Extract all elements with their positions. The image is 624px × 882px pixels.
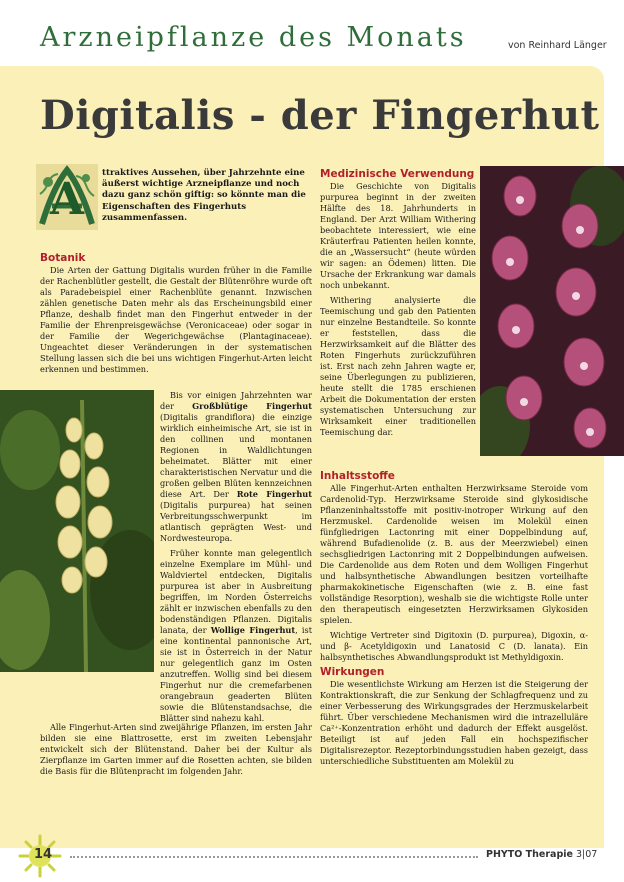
med-paragraph-1: Die Geschichte von Digitalis purpurea beginnt in der zweiten Hälfte des 18. Jahrhunderts in England. Der Arzt William Withering beobachtete interessiert, wie eine Kräuterfrau Patienten heilen konnte, die an „Wassersucht“ (heute würden wir sagen: an Ödemen) litten. Die Ursache der Erkrankung war damals noch unbekannt.: [320, 181, 476, 290]
left-column-narrow: [160, 390, 312, 728]
inhaltsstoffe-paragraph-1: Alle Fingerhut-Arten enthalten Herzwirksame Steroide vom Cardenolid-Typ. Herzwirksame Steroide sind glykosidische Pflanzeninhaltsstoffe mit positiv-inotroper Wirkung auf den Herzmuskel. Cardenolide weisen im Molekül einen fünfgliedrigen Lactonring mit einer Doppelbindung auf, während Bufadienolide (z. B. aus der Meerzwiebel) einen sechsgliedrigen Lactonring mit 2 Doppelbindungen aufweisen. Die Cardenolide aus dem Roten und dem Wolligen Fingerhut und halbsynthetische Abwandlungen besitzen vorteilhafte pharmakokinetische Eigenschaften (wie z. B. eine fast vollständige Resorption), weshalb sie die wichtigste Rolle unter den therapeutisch eingesetzten Herzwirksamen Glykosiden spielen.: [320, 483, 588, 625]
left-column-top: [40, 250, 312, 379]
article-title: Digitalis - der Fingerhut: [40, 92, 600, 139]
right-column-top: [320, 166, 476, 442]
med-paragraph-2: Withering analysierte die Teemischung und gab den Patienten nur einzelne Bestandteile. So konnte er feststellen, dass die Herzwirksamkeit auf die Blätter des Roten Fingerhuts zurückzuführen ist. Erst nach zehn Jahren wagte er, seine Überlegungen zu publizieren, heute stellt die 1785 erschienen Arbeit die Dokumentation der ersten systematischen Untersuchung zur Wirksamkeit einer traditionellen Teemischung dar.: [320, 295, 476, 437]
botanik-paragraph-1: Die Arten der Gattung Digitalis wurden früher in die Familie der Rachenblütler gestellt, die Gestalt der Blütenröhre wurde oft als Paradebeispiel einer Rachenblüte genannt. Inzwischen zählen genetische Daten mehr als das Erscheinungsbild einer Pflanze, deshalb findet man den Fingerhut entweder in der Familie der Ehrenpreisgewächse (Veronicaceae) oder sogar in der Familie der Wegerichgewächse (Plantaginaceae). Ungeachtet dieser Veränderungen in der systematischen Stellung lassen sich die bei uns wichtigen Fingerhut-Arten leicht erkennen und bestimmen.: [40, 265, 312, 374]
botanik-paragraph-4: Alle Fingerhut-Arten sind zweijährige Pflanzen, im ersten Jahr bilden sie eine Blattrosette, erst im zweiten Lebensjahr entwickelt sich der Blütenstand. Daher bei der Kultur als Zierpflanze im Garten immer auf die Rosetten achten, sie bilden die Basis für die Blütenpracht im folgenden Jahr.: [40, 722, 312, 776]
wirkungen-paragraph-1: Die wesentlichste Wirkung am Herzen ist die Steigerung der Kontraktionskraft, die zur Senkung der Schlagfrequenz und zu einer Verbesserung des Wirkungsgrades der Herzmuskelarbeit führt. Über verschiedene Mechanismen wird die intrazelluläre Ca²⁺-Konzentration erhöht und dadurch der Effekt ausgelöst. Beteiligt ist auf jeden Fall ein hochspezifischer Digitalisrezeptor. Rezeptorbindungsstudien haben gezeigt, dass unterschiedliche Substituenten am Molekül zu: [320, 679, 588, 766]
heading-wirkungen: Wirkungen: [320, 666, 385, 678]
yellow-foxglove-photo: [0, 390, 154, 672]
lead-text: ttraktives Aussehen, über Jahrzehnte eine äußerst wichtige Arzneipflanze und noch dazu ganz schön giftig: so könnte man die Eigenschaften des Fingerhuts zusammenfassen.: [102, 168, 306, 223]
dropcap-letter: A: [49, 174, 85, 225]
purple-foxglove-photo: [480, 166, 624, 456]
footer-dotted-rule: [70, 856, 478, 860]
magazine-issue: PHYTO Therapie 3|07: [486, 849, 598, 860]
heading-inhaltsstoffe: Inhaltsstoffe: [320, 470, 395, 482]
dropcap-ornament: [36, 164, 98, 230]
header-bar: [0, 0, 624, 68]
heading-medizinische-verwendung: Medizinische Verwendung: [320, 168, 475, 180]
page-number: 14: [34, 847, 53, 862]
left-column-bottom: [40, 722, 312, 781]
botanik-paragraph-3: Früher konnte man gelegentlich einzelne Exemplare im Mühl- und Waldviertel entdecken, Digitalis purpurea ist aber in Ausbreitung begriffen, im Norden Österreichs zählt er inzwischen ebenfalls zu den bodenständigen Pflanzen. Digitalis lanata, der Wollige Fingerhut, ist eine kontinental pannonische Art, sie ist in Österreich in der Natur nur gelegentlich ganz im Osten anzutreffen. Wollig sind bei diesem Fingerhut nur die cremefarbenen orangebraun geaderten Blüten sowie die Blütenstandsachse, die Blätter sind nahezu kahl.: [160, 548, 312, 723]
botanik-paragraph-2: Bis vor einigen Jahrzehnten war der Großblütige Fingerhut (Digitalis grandiflora) die einzige wirklich einheimische Art, sie ist in den collinen und montanen Regionen in Waldlichtungen beheimatet. Blätter mit einer charakteristischen Nervatur und die großen gelben Blüten kennzeichnen diese Art. Der Rote Fingerhut (Digitalis purpurea) hat seinen Verbreitungsschwerpunkt im atlantisch geprägten West- und Nordwesteuropa.: [160, 390, 313, 543]
series-title: Arzneipflanze des Monats: [40, 22, 467, 53]
inhaltsstoffe-paragraph-2: Wichtige Vertreter sind Digitoxin (D. purpurea), Digoxin, α- und β- Acetyldigoxin und Lanatosid C (D. lanata). Ein halbsynthetisches Abwandlungsprodukt ist Methyldigoxin.: [320, 630, 588, 662]
right-column-bottom: [320, 468, 588, 771]
byline: von Reinhard Länger: [508, 40, 607, 51]
heading-botanik: Botanik: [40, 252, 86, 264]
